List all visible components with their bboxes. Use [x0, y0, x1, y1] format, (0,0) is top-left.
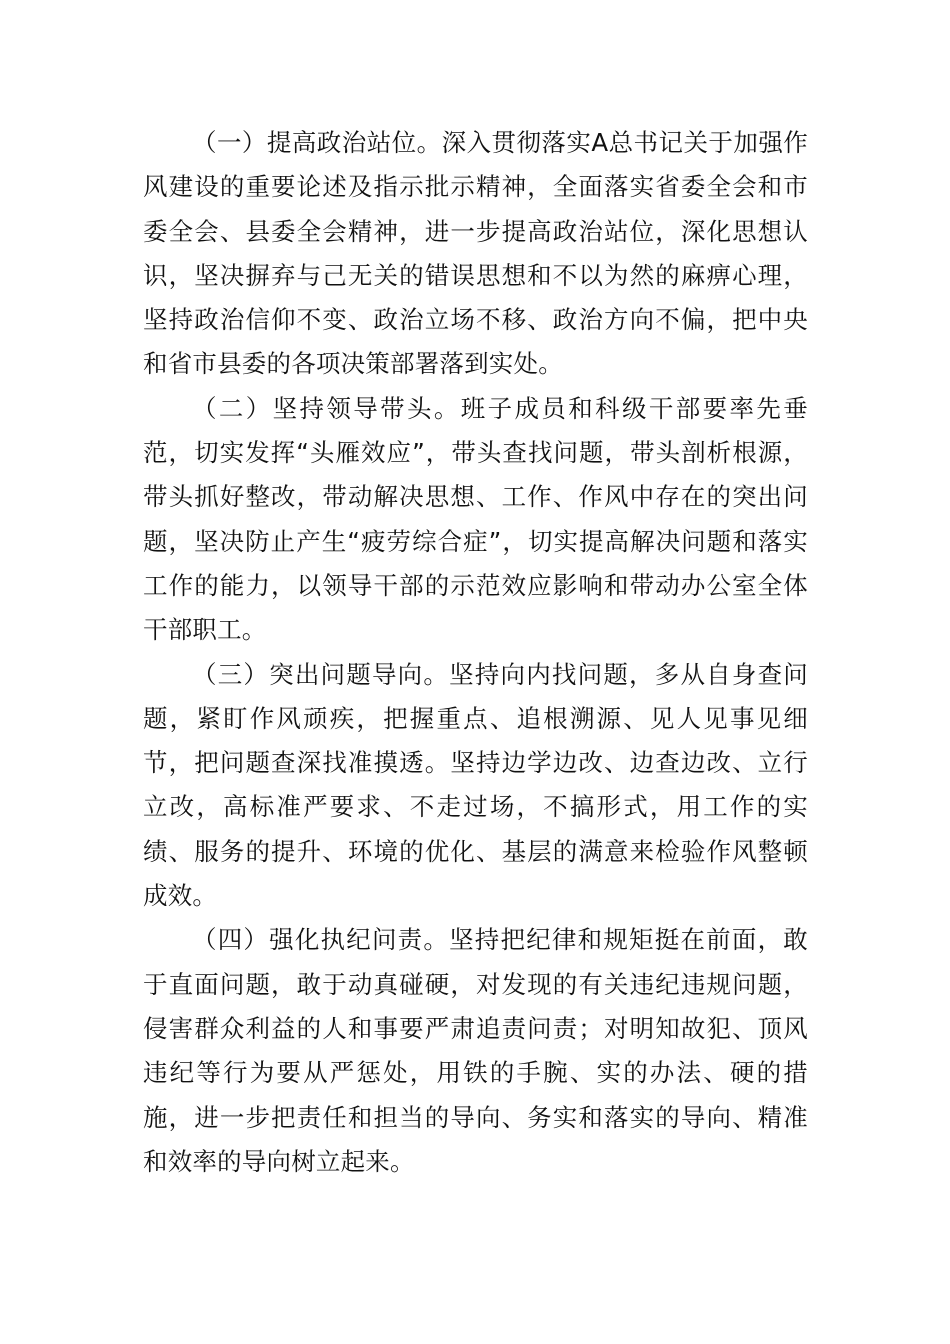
paragraph-4: （四）强化执纪问责。坚持把纪律和规矩挺在前面，敢于直面问题，敢于动真碰硬，对发现的有关违纪违规问题，侵害群众利益的人和事要严肃追责问责；对明知故犯、顶风违纪等行为要从严惩处，用铁的手腕、实的办法、硬的措施，进一步把责任和担当的导向、务实和落实的导向、精准和效率的导向树立起来。 [143, 925, 808, 1176]
paragraph-2: （二）坚持领导带头。班子成员和科级干部要率先垂范，切实发挥“头雁效应”，带头查找问题，带头剖析根源，带头抓好整改，带动解决思想、工作、作风中存在的突出问题，坚决防止产生“疲劳综合症”，切实提高解决问题和落实工作的能力，以领导干部的示范效应影响和带动办公室全体干部职工。 [143, 393, 808, 645]
paragraph-3: （三）突出问题导向。坚持向内找问题，多从自身查问题，紧盯作风顽疾，把握重点、追根溯源、见人见事见细节，把问题查深找准摸透。坚持边学边改、边查边改、立行立改，高标准严要求、不走过场，不搞形式，用工作的实绩、服务的提升、环境的优化、基层的满意来检验作风整顿成效。 [143, 659, 808, 911]
document-body [143, 121, 808, 1184]
paragraph-1: （一）提高政治站位。深入贯彻落实A总书记关于加强作风建设的重要论述及指示批示精神，全面落实省委全会和市委全会、县委全会精神，进一步提高政治站位，深化思想认识，坚决摒弃与己无关的错误思想和不以为然的麻痹心理，坚持政治信仰不变、政治立场不移、政治方向不偏，把中央和省市县委的各项决策部署落到实处。 [143, 128, 808, 379]
